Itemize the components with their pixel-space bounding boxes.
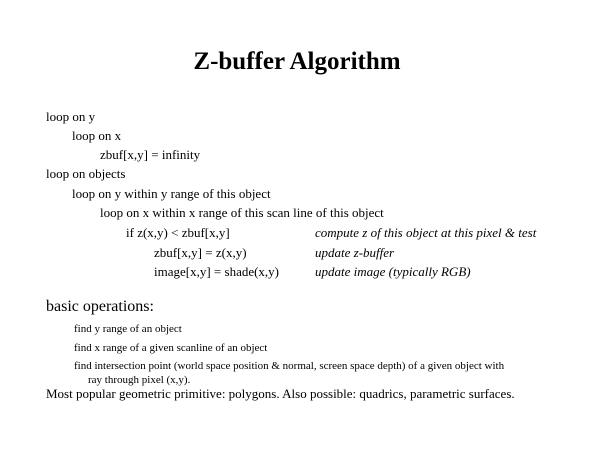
code-line-loop-x-range: loop on x within x range of this scan line of this object (100, 205, 384, 220)
code-line-if-test: if z(x,y) < zbuf[x,y] (126, 225, 230, 240)
basic-operation-item: find x range of a given scanline of an object (74, 342, 268, 354)
code-line-update-image: image[x,y] = shade(x,y) (154, 264, 280, 279)
comment-update-image: update image (typically RGB) (315, 264, 471, 279)
footer-note: Most popular geometric primitive: polygons. Also possible: quadrics, parametric surfaces. (46, 386, 515, 401)
basic-operation-item: find y range of an object (74, 323, 182, 335)
basic-operations-heading: basic operations: (46, 298, 154, 315)
code-line-loop-y-range: loop on y within y range of this object (72, 186, 271, 201)
comment-compute-z: compute z of this object at this pixel & test (315, 225, 537, 240)
code-line-loop-objects: loop on objects (46, 166, 126, 181)
code-line-loop-y: loop on y (46, 109, 96, 124)
basic-operation-item-continuation: ray through pixel (x,y). (88, 374, 191, 386)
basic-operation-item: find intersection point (world space position & normal, screen space depth) of a given object with (74, 360, 505, 372)
code-line-zbuf-init: zbuf[x,y] = infinity (100, 147, 201, 162)
code-line-update-zbuf: zbuf[x,y] = z(x,y) (154, 245, 247, 260)
code-line-loop-x: loop on x (72, 128, 122, 143)
comment-update-zbuffer: update z-buffer (315, 245, 395, 260)
slide-title: Z-buffer Algorithm (193, 48, 401, 75)
